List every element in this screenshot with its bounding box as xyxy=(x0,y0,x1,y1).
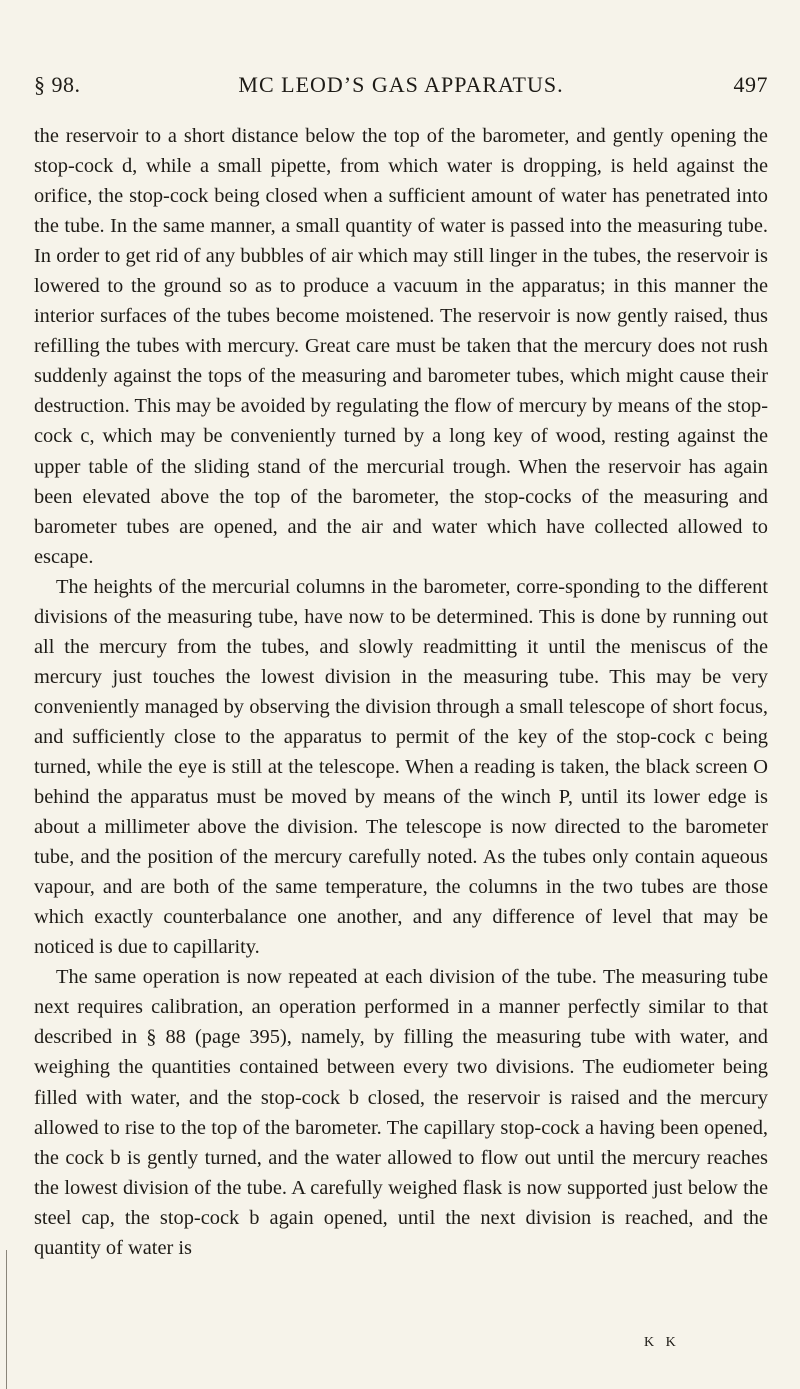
page xyxy=(34,72,768,1263)
body-text xyxy=(34,121,768,1263)
section-number: § 98. xyxy=(34,72,81,97)
page-number: 497 xyxy=(733,72,768,97)
signature-mark: K K xyxy=(644,1335,680,1350)
paragraph: The heights of the mercurial columns in the barometer, corre-sponding to the different divisions of the measuring tube, have now to be determined. This is done by running out all the mercury from the tubes, and slowly readmitting it until the meniscus of the mercury just touches the lowest division in the measuring tube. This may be very conveniently managed by observing the division through a small telescope of short focus, and sufficiently close to the apparatus to permit of the key of the stop-cock c being turned, while the eye is still at the telescope. When a reading is taken, the black screen O behind the apparatus must be moved by means of the winch P, until its lower edge is about a millimeter above the division. The telescope is now directed to the barometer tube, and the position of the mercury carefully noted. As the tubes only contain aqueous vapour, and are both of the same temperature, the columns in the two tubes are those which exactly counterbalance one another, and any difference of level that may be noticed is due to capillarity. xyxy=(34,575,768,959)
running-header xyxy=(34,72,768,108)
paragraph: the reservoir to a short distance below the top of the barometer, and gently opening the stop-cock d, while a small pipette, from which water is dropping, is held against the orifice, the stop-cock being closed when a sufficient amount of water has penetrated into the tube. In the same manner, a small quantity of water is passed into the measuring tube. In order to get rid of any bubbles of air which may still linger in the tubes, the reservoir is lowered to the ground so as to produce a vacuum in the apparatus; in this manner the interior surfaces of the tubes become moistened. The reservoir is now gently raised, thus refilling the tubes with mercury. Great care must be taken that the mercury does not rush suddenly against the tops of the measuring and barometer tubes, which might cause their destruction. This may be avoided by regulating the flow of mercury by means of the stop-cock c, which may be conveniently turned by a long key of wood, resting against the upper table of the sliding stand of the mercurial trough. When the reservoir has again been elevated above the top of the barometer, the stop-cocks of the measuring and barometer tubes are opened, and the air and water which have collected allowed to escape. xyxy=(34,125,768,568)
paragraph: The same operation is now repeated at each division of the tube. The measuring tube next requires calibration, an operation performed in a manner perfectly similar to that described in § 88 (page 395), namely, by filling the measuring tube with water, and weighing the quantities contained between every two divisions. The eudiometer being filled with water, and the stop-cock b closed, the reservoir is raised and the mercury allowed to rise to the top of the barometer. The capillary stop-cock a having been opened, the cock b is gently turned, and the water allowed to flow out until the mercury reaches the lowest division of the tube. A carefully weighed flask is now supported just below the steel cap, the stop-cock b again opened, until the next division is reached, and the quantity of water is xyxy=(34,966,768,1259)
running-title: MC LEOD’S GAS APPARATUS. xyxy=(238,72,564,97)
page-edge-divider xyxy=(6,1250,7,1389)
